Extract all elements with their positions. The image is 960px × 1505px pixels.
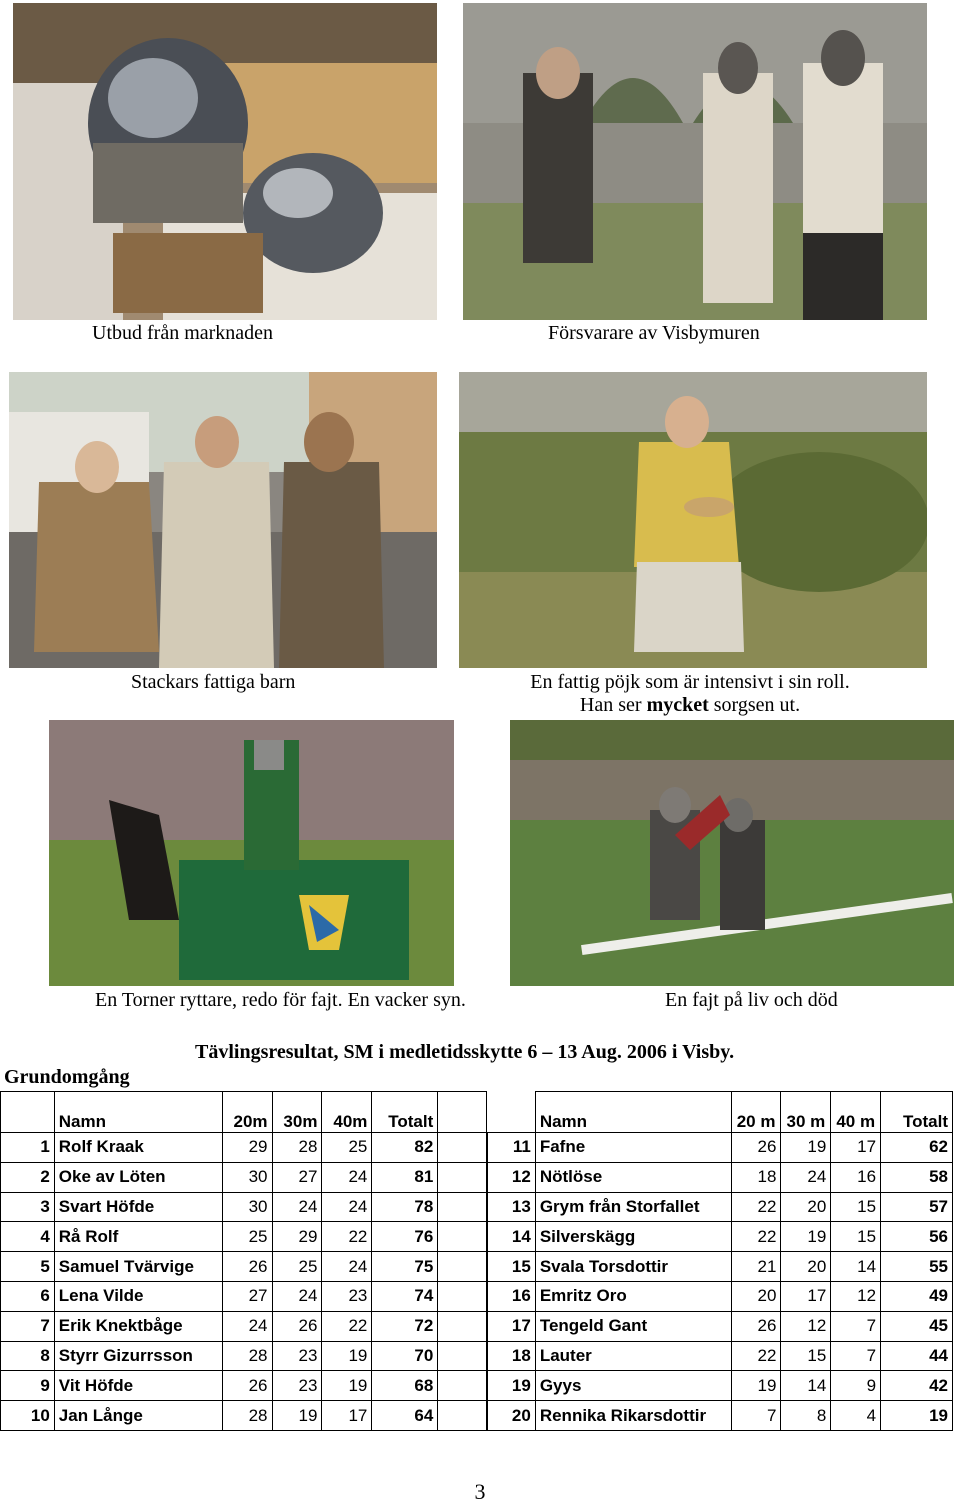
rank-cell: 3 <box>1 1192 55 1222</box>
score-20m-cell: 26 <box>731 1311 781 1341</box>
score-40m-cell: 23 <box>322 1281 372 1311</box>
empty-cell <box>438 1371 487 1401</box>
score-40m-cell: 22 <box>322 1222 372 1252</box>
score-20m-cell: 21 <box>731 1252 781 1282</box>
score-30m-cell: 17 <box>781 1281 831 1311</box>
total-cell: 19 <box>881 1401 953 1431</box>
total-cell: 75 <box>372 1252 438 1282</box>
score-40m-cell: 19 <box>322 1371 372 1401</box>
name-cell: Rolf Kraak <box>54 1133 222 1163</box>
score-40m-cell: 4 <box>831 1401 881 1431</box>
score-20m-cell: 26 <box>731 1133 781 1163</box>
table-row <box>488 1341 953 1371</box>
total-cell: 56 <box>881 1222 953 1252</box>
total-cell: 62 <box>881 1133 953 1163</box>
score-20m-cell: 28 <box>222 1341 272 1371</box>
rank-cell: 14 <box>488 1222 536 1252</box>
name-cell: Grym från Storfallet <box>535 1192 731 1222</box>
score-40m-cell: 15 <box>831 1192 881 1222</box>
score-40m-cell: 17 <box>322 1401 372 1431</box>
name-cell: Vit Höfde <box>54 1371 222 1401</box>
name-cell: Erik Knektbåge <box>54 1311 222 1341</box>
name-cell: Fafne <box>535 1133 731 1163</box>
score-20m-cell: 25 <box>222 1222 272 1252</box>
score-40m-cell: 19 <box>322 1341 372 1371</box>
rank-cell: 20 <box>488 1401 536 1431</box>
score-30m-cell: 26 <box>272 1311 322 1341</box>
name-cell: Oke av Löten <box>54 1162 222 1192</box>
total-cell: 72 <box>372 1311 438 1341</box>
market-goods-photo <box>13 3 437 320</box>
caption-poor-boy-line2: Han ser mycket sorgsen ut. <box>579 694 801 716</box>
poor-boy-photo <box>459 372 927 668</box>
name-cell: Jan Långe <box>54 1401 222 1431</box>
score-40m-cell: 24 <box>322 1252 372 1282</box>
fight-photo <box>510 720 954 986</box>
table-row <box>488 1133 953 1163</box>
score-30m-cell: 15 <box>781 1341 831 1371</box>
rank-cell: 5 <box>1 1252 55 1282</box>
caption-fight: En fajt på liv och död <box>665 989 838 1011</box>
wall-defenders-photo <box>463 3 927 320</box>
total-cell: 74 <box>372 1281 438 1311</box>
score-30m-cell: 25 <box>272 1252 322 1282</box>
name-cell: Lena Vilde <box>54 1281 222 1311</box>
table-row <box>1 1311 487 1341</box>
score-20m-cell: 27 <box>222 1281 272 1311</box>
score-40m-cell: 7 <box>831 1311 881 1341</box>
table-row <box>1 1222 487 1252</box>
rank-cell: 4 <box>1 1222 55 1252</box>
score-40m-cell: 14 <box>831 1252 881 1282</box>
rank-cell: 1 <box>1 1133 55 1163</box>
rank-cell: 7 <box>1 1311 55 1341</box>
score-30m-cell: 24 <box>781 1162 831 1192</box>
table-row <box>488 1222 953 1252</box>
rank-cell: 6 <box>1 1281 55 1311</box>
empty-cell <box>438 1133 487 1163</box>
rank-cell: 10 <box>1 1401 55 1431</box>
empty-cell <box>438 1222 487 1252</box>
caption-torner-rider: En Torner ryttare, redo för fajt. En vacker syn. <box>95 989 466 1011</box>
score-30m-cell: 23 <box>272 1371 322 1401</box>
name-cell: Silverskägg <box>535 1222 731 1252</box>
name-cell: Tengeld Gant <box>535 1311 731 1341</box>
rank-cell: 18 <box>488 1341 536 1371</box>
total-cell: 58 <box>881 1162 953 1192</box>
name-cell: Emritz Oro <box>535 1281 731 1311</box>
results-table-right <box>487 1091 953 1431</box>
score-30m-cell: 19 <box>781 1133 831 1163</box>
name-cell: Gyys <box>535 1371 731 1401</box>
name-cell: Lauter <box>535 1341 731 1371</box>
total-cell: 55 <box>881 1252 953 1282</box>
header-rank <box>1 1092 55 1133</box>
table-row <box>1 1252 487 1282</box>
score-40m-cell: 7 <box>831 1341 881 1371</box>
score-40m-cell: 22 <box>322 1311 372 1341</box>
score-40m-cell: 16 <box>831 1162 881 1192</box>
caption-poor-children: Stackars fattiga barn <box>131 671 296 693</box>
table-row <box>488 1281 953 1311</box>
score-20m-cell: 22 <box>731 1192 781 1222</box>
total-cell: 44 <box>881 1341 953 1371</box>
score-40m-cell: 24 <box>322 1162 372 1192</box>
table-header-row <box>1 1092 487 1133</box>
score-20m-cell: 26 <box>222 1252 272 1282</box>
score-30m-cell: 24 <box>272 1281 322 1311</box>
caption-market-goods: Utbud från marknaden <box>92 322 274 344</box>
total-cell: 78 <box>372 1192 438 1222</box>
score-30m-cell: 20 <box>781 1252 831 1282</box>
table-row <box>1 1401 487 1431</box>
empty-cell <box>438 1192 487 1222</box>
table-row <box>488 1252 953 1282</box>
rank-cell: 19 <box>488 1371 536 1401</box>
page-number: 3 <box>474 1479 486 1504</box>
name-cell: Rå Rolf <box>54 1222 222 1252</box>
total-cell: 82 <box>372 1133 438 1163</box>
empty-cell <box>438 1252 487 1282</box>
header-total: Totalt <box>372 1092 438 1133</box>
name-cell: Svart Höfde <box>54 1192 222 1222</box>
score-40m-cell: 12 <box>831 1281 881 1311</box>
table-row <box>1 1192 487 1222</box>
name-cell: Styrr Gizurrsson <box>54 1341 222 1371</box>
score-30m-cell: 24 <box>272 1192 322 1222</box>
caption-poor-boy-line1: En fattig pöjk som är intensivt i sin roll. <box>530 671 850 693</box>
score-40m-cell: 24 <box>322 1192 372 1222</box>
score-30m-cell: 27 <box>272 1162 322 1192</box>
table-row <box>488 1401 953 1431</box>
total-cell: 57 <box>881 1192 953 1222</box>
torner-rider-photo <box>49 720 454 986</box>
score-30m-cell: 19 <box>781 1222 831 1252</box>
rank-cell: 2 <box>1 1162 55 1192</box>
score-40m-cell: 17 <box>831 1133 881 1163</box>
score-30m-cell: 14 <box>781 1371 831 1401</box>
rank-cell: 16 <box>488 1281 536 1311</box>
total-cell: 81 <box>372 1162 438 1192</box>
header-20m: 20 m <box>731 1092 781 1133</box>
header-30m: 30 m <box>781 1092 831 1133</box>
total-cell: 70 <box>372 1341 438 1371</box>
total-cell: 42 <box>881 1371 953 1401</box>
score-20m-cell: 30 <box>222 1162 272 1192</box>
name-cell: Svala Torsdottir <box>535 1252 731 1282</box>
table-row <box>488 1192 953 1222</box>
table-row <box>488 1162 953 1192</box>
rank-cell: 9 <box>1 1371 55 1401</box>
empty-cell <box>438 1341 487 1371</box>
rank-cell: 15 <box>488 1252 536 1282</box>
results-table-left <box>0 1091 487 1431</box>
table-row <box>488 1371 953 1401</box>
rank-cell: 11 <box>488 1133 536 1163</box>
caption-wall-defenders: Försvarare av Visbymuren <box>548 322 760 344</box>
score-20m-cell: 24 <box>222 1311 272 1341</box>
total-cell: 68 <box>372 1371 438 1401</box>
score-20m-cell: 19 <box>731 1371 781 1401</box>
header-30m: 30m <box>272 1092 322 1133</box>
score-30m-cell: 12 <box>781 1311 831 1341</box>
score-40m-cell: 15 <box>831 1222 881 1252</box>
total-cell: 64 <box>372 1401 438 1431</box>
rank-cell: 8 <box>1 1341 55 1371</box>
rank-cell: 12 <box>488 1162 536 1192</box>
results-title: Tävlingsresultat, SM i medletidsskytte 6 – 13 Aug. 2006 i Visby. <box>195 1041 735 1063</box>
score-20m-cell: 22 <box>731 1341 781 1371</box>
score-30m-cell: 23 <box>272 1341 322 1371</box>
table-row <box>1 1281 487 1311</box>
score-20m-cell: 26 <box>222 1371 272 1401</box>
header-40m: 40m <box>322 1092 372 1133</box>
total-cell: 45 <box>881 1311 953 1341</box>
table-row <box>1 1162 487 1192</box>
rank-cell: 13 <box>488 1192 536 1222</box>
table-row <box>1 1133 487 1163</box>
score-30m-cell: 20 <box>781 1192 831 1222</box>
empty-cell <box>438 1311 487 1341</box>
score-20m-cell: 20 <box>731 1281 781 1311</box>
table-row <box>1 1371 487 1401</box>
score-30m-cell: 29 <box>272 1222 322 1252</box>
empty-cell <box>438 1401 487 1431</box>
total-cell: 49 <box>881 1281 953 1311</box>
score-20m-cell: 30 <box>222 1192 272 1222</box>
header-name: Namn <box>535 1092 731 1133</box>
header-empty <box>438 1092 487 1133</box>
score-20m-cell: 7 <box>731 1401 781 1431</box>
score-20m-cell: 28 <box>222 1401 272 1431</box>
rank-cell: 17 <box>488 1311 536 1341</box>
score-40m-cell: 25 <box>322 1133 372 1163</box>
name-cell: Samuel Tvärvige <box>54 1252 222 1282</box>
name-cell: Rennika Rikarsdottir <box>535 1401 731 1431</box>
total-cell: 76 <box>372 1222 438 1252</box>
table-row <box>1 1341 487 1371</box>
score-20m-cell: 22 <box>731 1222 781 1252</box>
empty-cell <box>438 1281 487 1311</box>
section-heading: Grundomgång <box>4 1066 130 1088</box>
table-row <box>488 1311 953 1341</box>
score-40m-cell: 9 <box>831 1371 881 1401</box>
header-40m: 40 m <box>831 1092 881 1133</box>
poor-children-photo <box>9 372 437 668</box>
header-20m: 20m <box>222 1092 272 1133</box>
score-30m-cell: 8 <box>781 1401 831 1431</box>
score-20m-cell: 18 <box>731 1162 781 1192</box>
empty-cell <box>438 1162 487 1192</box>
header-name: Namn <box>54 1092 222 1133</box>
header-rank <box>488 1092 536 1133</box>
score-30m-cell: 19 <box>272 1401 322 1431</box>
name-cell: Nötlöse <box>535 1162 731 1192</box>
score-20m-cell: 29 <box>222 1133 272 1163</box>
score-30m-cell: 28 <box>272 1133 322 1163</box>
table-header-row <box>488 1092 953 1133</box>
header-total: Totalt <box>881 1092 953 1133</box>
